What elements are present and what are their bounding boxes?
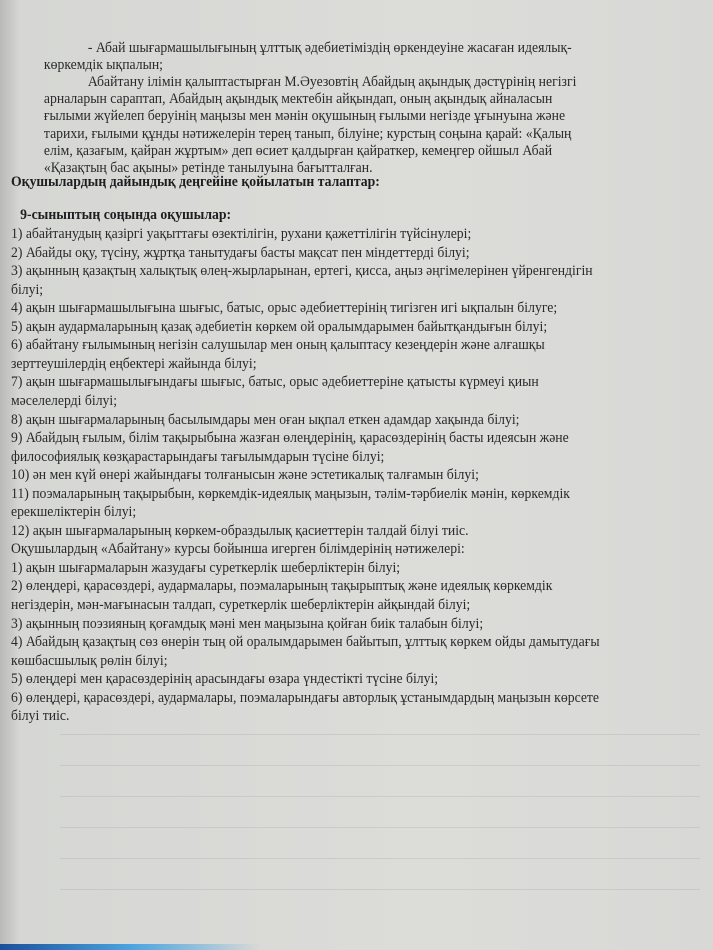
list-line: 1) ақын шығармаларын жазудағы суреткерлік шеберліктерін білуі; xyxy=(10,559,401,576)
intro-line: тарихи, ғылыми құнды нәтижелерін терең танып, білуіне; курстың соңына қарай: «Қалың xyxy=(43,125,572,142)
requirements-heading: Оқушылардың дайындық деңгейіне қойылатын талаптар: xyxy=(10,174,380,190)
list-line: ерекшеліктерін білуі; xyxy=(10,504,137,521)
intro-line: - Абай шығармашылығының ұлттық әдебиетіміздің өркендеуіне жасаған идеялық- xyxy=(87,40,572,56)
list-line: 5) өлеңдері мен қарасөздерінің арасындағы өзара үндестікті түсіне білуі; xyxy=(10,671,439,688)
intro-line: «Қазақтың бас ақыны» ретінде танылуына бағытталған. xyxy=(43,159,373,176)
list-line: 10) ән мен күй өнері жайындағы толғанысын және эстетикалық талғамын білуі; xyxy=(10,467,479,484)
bleed-through-table xyxy=(60,730,700,920)
intro-line: елім, қазағым, қайран жұртым» деп өсиет қалдырған қайраткер, кемеңгер ойшыл Абай xyxy=(43,142,553,159)
list-line: 3) ақынның поэзияның қоғамдық мәні мен маңызына қойған биік талабын білуі; xyxy=(10,615,484,632)
list-line: 8) ақын шығармаларының басылымдары мен оған ықпал еткен адамдар хақында білуі; xyxy=(10,411,520,428)
list-line: 2) Абайды оқу, түсіну, жұртқа танытудағы басты мақсат пен міндеттерді білуі; xyxy=(10,244,470,261)
intro-line: Абайтану ілімін қалыптастырған М.Әуезовтің Абайдың ақындық дәстүрінің негізгі xyxy=(87,74,577,91)
list-line: 4) ақын шығармашылығына шығыс, батыс, орыс әдебиеттерінің тигізген игі ықпалын білуге; xyxy=(10,300,558,317)
list-line: 3) ақынның қазақтың халықтық өлең-жырларынан, ертегі, қисса, аңыз әңгімелерінен үйренгендігін xyxy=(10,263,593,280)
list-line: зерттеушілердің еңбектері жайында білуі; xyxy=(10,355,257,372)
list-line: білуі; xyxy=(10,281,44,298)
list-line: 9) Абайдың ғылым, білім тақырыбына жазған өлеңдерінің, қарасөздерінің басты идеясын және xyxy=(10,430,569,447)
list-line: мәселелерді білуі; xyxy=(10,392,118,409)
list-line: білуі тиіс. xyxy=(10,708,70,725)
list-line: көшбасшылық рөлін білуі; xyxy=(10,652,168,669)
list-line: Оқушылардың «Абайтану» курсы бойынша игерген білімдерінің нәтижелері: xyxy=(10,541,465,558)
list-line: 6) өлеңдері, қарасөздері, аудармалары, поэмаларындағы авторлық ұстанымдардың маңызын көрсете xyxy=(10,689,600,706)
list-line: негіздерін, мән-мағынасын талдап, суреткерлік шеберліктерін айқындай білуі; xyxy=(10,597,471,613)
intro-line: арналарын сараптап, Абайдың ақындық мектебін айқындап, оның ақындық айналасын xyxy=(43,91,553,108)
grade-heading: 9-сыныптың соңында оқушылар: xyxy=(20,207,232,223)
list-line: 11) поэмаларының тақырыбын, көркемдік-идеялық маңызын, тәлім-тәрбиелік мәнін, көркемдік xyxy=(10,485,570,502)
intro-line: көркемдік ықпалын; xyxy=(43,57,163,74)
intro-line: ғылыми жүйелеп беруінің маңызы мен мәнін оқушының ғылыми негізде ұғынуына және xyxy=(43,108,566,125)
list-line: философиялық көзқарастарындағы тағылымдарын түсіне білуі; xyxy=(10,448,385,465)
list-line: 4) Абайдың қазақтың сөз өнерін тың ой оралымдарымен байытып, ұлттық көркем ойды дамытудағы xyxy=(10,634,600,651)
list-line: 6) абайтану ғылымының негізін салушылар мен оның қалыптасу кезеңдерін және алғашқы xyxy=(10,337,545,354)
list-line: 2) өлеңдері, қарасөздері, аудармалары, поэмаларының тақырыптық және идеялық көркемдік xyxy=(10,578,553,595)
list-line: 7) ақын шығармашылығындағы шығыс, батыс, орыс әдебиеттеріне қатысты күрмеуі қиын xyxy=(10,374,539,391)
list-line: 1) абайтанудың қазіргі уақыттағы өзектілігін, рухани қажеттілігін түйсінулері; xyxy=(10,226,472,242)
bottom-edge-bar xyxy=(0,944,260,950)
list-line: 12) ақын шығармаларының көркем-образдылық қасиеттерін талдай білуі тиіс. xyxy=(10,522,469,539)
list-line: 5) ақын аудармаларының қазақ әдебиетін көркем ой оралымдарымен байытқандығын білуі; xyxy=(10,318,548,335)
